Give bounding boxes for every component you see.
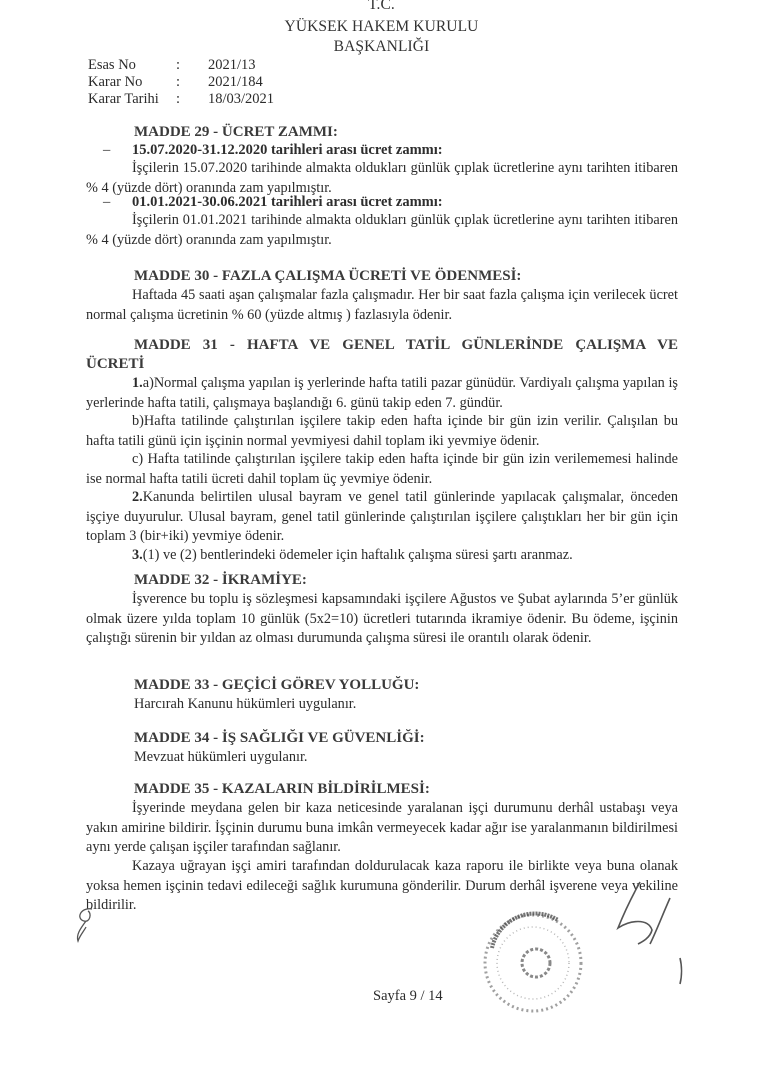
header-tc: T.C. (368, 0, 395, 13)
madde-31-para-1b: b)Hafta tatilinde çalıştırılan işçilere takip eden hafta içinde bir gün izin verilir. Çalışılan bu hafta tatili günü için işçinin normal yevmiyesi dahil toplam iki yevmiye ödenir. (86, 413, 678, 449)
official-seal-icon (478, 908, 588, 1018)
item-heading: 01.01.2021-30.06.2021 tarihleri arası ücret zammı: (132, 194, 443, 210)
handwritten-initial-icon (70, 905, 100, 945)
dash: – (103, 194, 111, 210)
madde-35-para-1: İşyerinde meydana gelen bir kaza neticesinde yaralanan işçi durumunu derhâl ustabaşı veya yakın amirine bildirir. İşçinin durumu buna imkân vermeyecek kadar ağır ise yaralanmanın bildirilmesi aynı yerde çalışan işçiler tarafından sağlanır. (86, 800, 678, 855)
meta-value: 18/03/2021 (208, 91, 275, 107)
madde-31-para-1a (86, 374, 678, 413)
para-text: (1) ve (2) bentlerindeki ödemeler için haftalık çalışma süresi şartı aranmaz. (142, 547, 573, 563)
madde-33-text: Harcırah Kanunu hükümleri uygulanır. (134, 696, 357, 712)
para-text: Kanunda belirtilen ulusal bayram ve genel tatil günlerinde yapılacak çalışmalar, önceden işçiye duyurulur. Ulusal bayram, genel tatil günlerinde çalıştırılan işçilere çalıştıkları her bir gün için toplam 3 (bir+iki) yevmiye ödenir. (86, 489, 678, 544)
header-institution: YÜKSEK HAKEM KURULU (284, 18, 479, 35)
madde-32-title: MADDE 32 - İKRAMİYE: (134, 572, 307, 588)
madde-29-title: MADDE 29 - ÜCRET ZAMMI: (134, 124, 338, 140)
madde-34-title: MADDE 34 - İŞ SAĞLIĞI VE GÜVENLİĞİ: (134, 730, 425, 746)
madde-35-title: MADDE 35 - KAZALARIN BİLDİRİLMESİ: (134, 781, 430, 797)
dash: – (103, 142, 111, 158)
madde-34-text: Mevzuat hükümleri uygulanır. (134, 749, 308, 765)
meta-label: Karar Tarihi (88, 91, 159, 107)
meta-sep: : (176, 91, 181, 107)
madde-30-text: Haftada 45 saati aşan çalışmalar fazla çalışmadır. Her bir saat fazla çalışma için verilecek ücret normal çalışma ücretinin % 60 (yüzde altmış ) fazlasıyla ödenir. (86, 287, 678, 323)
meta-karar-tarihi (88, 91, 274, 108)
meta-value: 2021/184 (208, 74, 263, 90)
page-number: Sayfa 9 / 14 (373, 988, 443, 1004)
meta-karar-no (88, 74, 263, 91)
madde-29-item-1-text: İşçilerin 15.07.2020 tarihinde almakta oldukları günlük çıplak ücretlerine aynı tarihten itibaren % 4 (yüzde dört) oranında zam yapılmıştır. (86, 160, 678, 196)
madde-31-title-line1: MADDE 31 - HAFTA VE GENEL TATİL GÜNLERİNDE ÇALIŞMA VE (134, 337, 678, 353)
signature-icon (600, 880, 700, 990)
para-text: a)Normal çalışma yapılan iş yerlerinde hafta tatili pazar günüdür. Vardiyalı çalışma yapılan iş yerlerinde hafta tatili, çalışmaya başlandığı 6. günü takip eden 7. gündür. (86, 375, 678, 411)
para-number: 2. (132, 489, 143, 505)
madde-35-para-2: Kazaya uğrayan işçi amiri tarafından doldurulacak kaza raporu ile birlikte veya buna olanak yoksa hemen işçinin tedavi edileceği sağlık kurumuna gönderilir. Durum derhâl işverene veya vekiline bildirilir. (86, 858, 678, 913)
meta-sep: : (176, 74, 181, 90)
meta-esas-no (88, 57, 256, 74)
meta-label: Karar No (88, 74, 143, 90)
item-heading: 15.07.2020-31.12.2020 tarihleri arası ücret zammı: (132, 142, 443, 158)
madde-30-title: MADDE 30 - FAZLA ÇALIŞMA ÜCRETİ VE ÖDENMESİ: (134, 268, 522, 284)
madde-33-title: MADDE 33 - GEÇİCİ GÖREV YOLLUĞU: (134, 677, 420, 693)
madde-31-title-line2: ÜCRETİ (86, 356, 145, 372)
meta-sep: : (176, 57, 181, 73)
madde-31-para-3 (86, 546, 678, 566)
para-number: 3. (132, 547, 143, 563)
madde-29-item-2-heading (103, 194, 443, 211)
madde-31-para-2 (86, 488, 678, 547)
madde-31-para-1c: c) Hafta tatilinde çalıştırılan işçilere takip eden hafta içinde bir gün izin verilememesi halinde ise normal hafta tatili ücreti dahil toplam üç yevmiye ödenir. (86, 451, 678, 487)
madde-29-item-1-heading (103, 142, 443, 159)
header-presidency: BAŞKANLIĞI (333, 38, 430, 55)
meta-value: 2021/13 (208, 57, 256, 73)
madde-29-item-2-text: İşçilerin 01.01.2021 tarihinde almakta oldukları günlük çıplak ücretlerine aynı tarihten itibaren % 4 (yüzde dört) oranında zam yapılmıştır. (86, 212, 678, 248)
meta-label: Esas No (88, 57, 136, 73)
madde-32-text: İşverence bu toplu iş sözleşmesi kapsamındaki işçilere Ağustos ve Şubat aylarında 5’er günlük olmak üzere yılda toplam 10 günlük (5x2=10) ücretleri tutarında ikramiye ödenir. Bu ödeme, işçinin çalıştığı sürenin bir yıldan az olması durumunda çalışma süresi ile orantılı olarak ödenir. (86, 591, 678, 646)
para-number: 1. (132, 375, 143, 391)
